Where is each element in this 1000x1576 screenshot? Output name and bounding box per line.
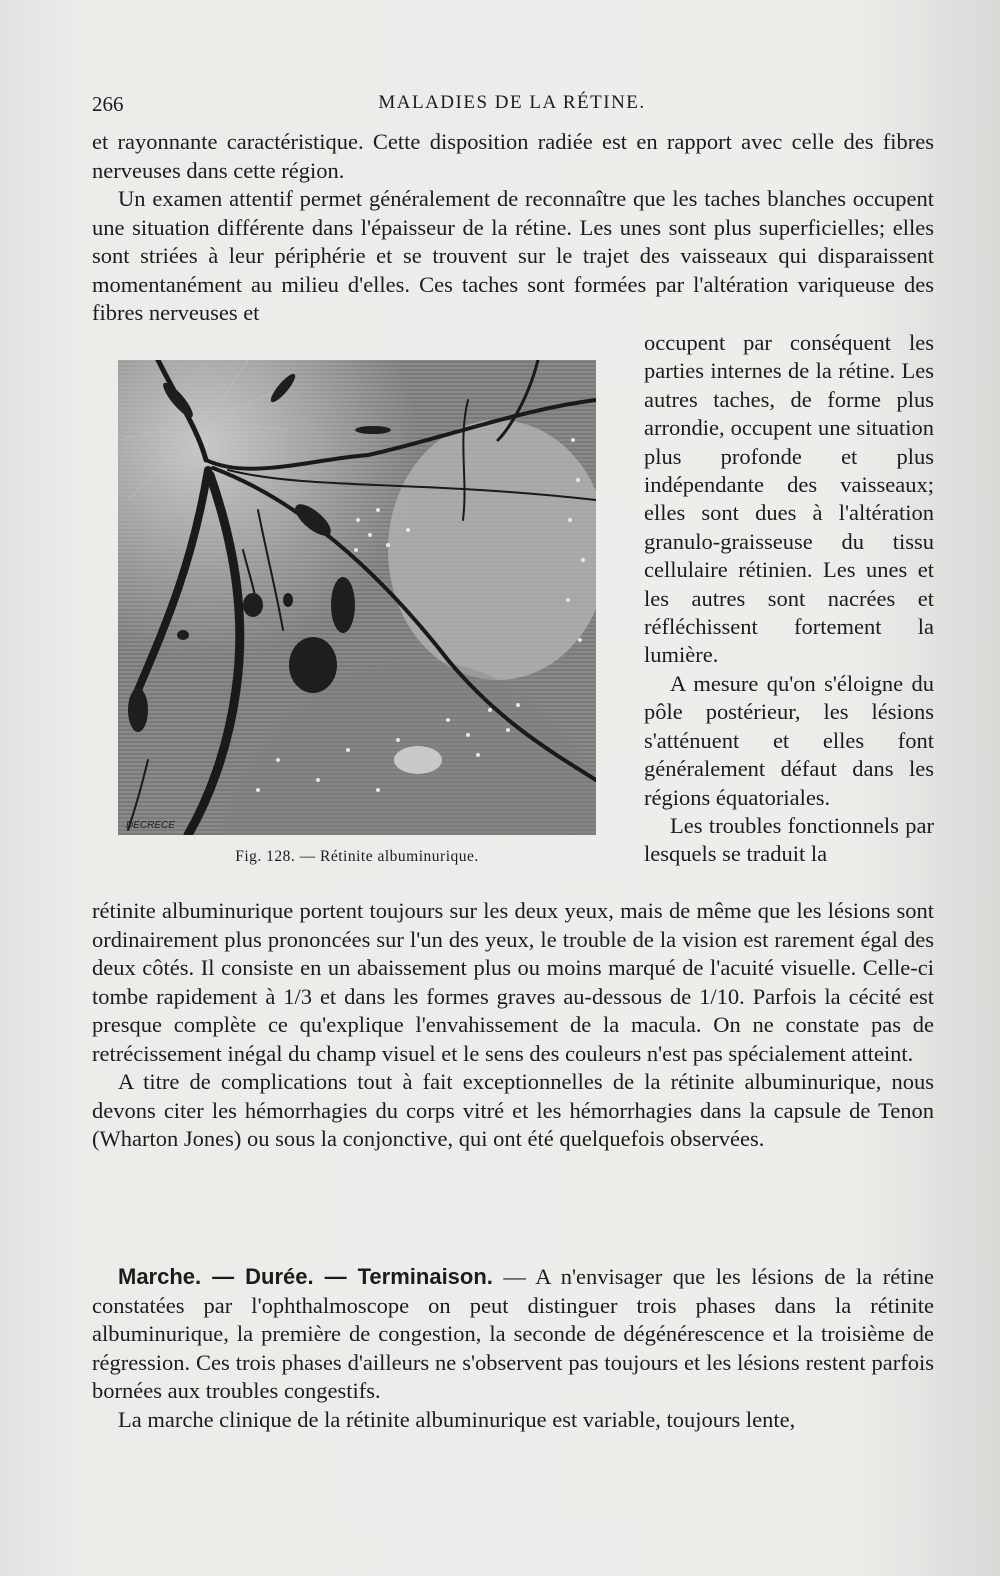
text-block-bottom — [92, 897, 934, 1154]
section-marche — [92, 1263, 934, 1434]
paragraph: A titre de complications tout à fait exceptionnelles de la rétinite albuminurique, nous devons citer les hémorrhagies du corps vitré et les hémorrhagies dans la capsule de Tenon (Wharton Jones) ou sous la conjonctive, qui ont été quelquefois observées. — [92, 1069, 934, 1151]
page-header — [92, 92, 932, 122]
engraver-signature: DECRECE — [126, 820, 175, 831]
paragraph: occupent par conséquent les parties internes de la rétine. Les autres taches, de forme plus arrondie, occupent une situation plus profonde et plus indépendante des vaisseaux; elles sont dues à l'altération granulo-graisseuse du tissu cellulaire rétinien. Les unes et les autres sont nacrées et réfléchissent fortement la lumière. — [644, 330, 934, 668]
paragraph: rétinite albuminurique portent toujours sur les deux yeux, mais de même que les lésions sont ordinairement plus prononcées sur l'un des yeux, le trouble de la vision est rarement égal des deux côtés. Il consiste en un abaissement plus ou moins marqué de l'acuité visuelle. Celle-ci tombe rapidement à 1/3 et dans les formes graves au-dessous de 1/10. Parfois la cécité est presque complète ce qu'explique l'envahissement de la macula. On ne constate pas de retrécissement inégal du champ visuel et le sens des couleurs n'est pas spécialement atteint. — [92, 898, 934, 1066]
retina-engraving — [118, 360, 596, 835]
text-column-right — [644, 329, 934, 869]
text-block-top — [92, 128, 934, 328]
paragraph: La marche clinique de la rétinite albuminurique est variable, toujours lente, — [118, 1406, 796, 1432]
running-title: MALADIES DE LA RÉTINE. — [378, 92, 646, 113]
section-text: — A n'envisager que les lésions de la rétine constatées par l'ophthalmoscope on peut distinguer trois phases dans la rétinite albuminurique, la première de congestion, la seconde de dégénérescence et la troisième de régression. Ces trois phases d'ailleurs ne s'observent pas toujours et les lésions restent parfois bornées aux troubles congestifs. — [92, 1264, 934, 1403]
paragraph: Un examen attentif permet généralement de reconnaître que les taches blanches occupent une situation différente dans l'épaisseur de la rétine. Les unes sont plus superficielles; elles sont striées à leur périphérie et se trouvent sur le trajet des vaisseaux qui disparaissent momentanément au milieu d'elles. Ces taches sont formées par l'altération variqueuse des fibres nerveuses et — [92, 186, 934, 325]
paragraph: A mesure qu'on s'éloigne du pôle postérieur, les lésions s'atténuent et elles font généralement défaut dans les régions équatoriales. — [644, 670, 934, 810]
page-number: 266 — [92, 92, 124, 116]
paragraph: et rayonnante caractéristique. Cette disposition radiée est en rapport avec celle des fibres nerveuses dans cette région. — [92, 129, 934, 183]
paragraph: Les troubles fonctionnels par lesquels se traduit la — [644, 812, 934, 867]
section-heading: Marche. — Durée. — Terminaison. — [118, 1264, 493, 1289]
engraving-illustration — [118, 360, 596, 835]
figure-caption: Fig. 128. — Rétinite albuminurique. — [235, 848, 479, 865]
paragraph — [92, 1263, 934, 1406]
